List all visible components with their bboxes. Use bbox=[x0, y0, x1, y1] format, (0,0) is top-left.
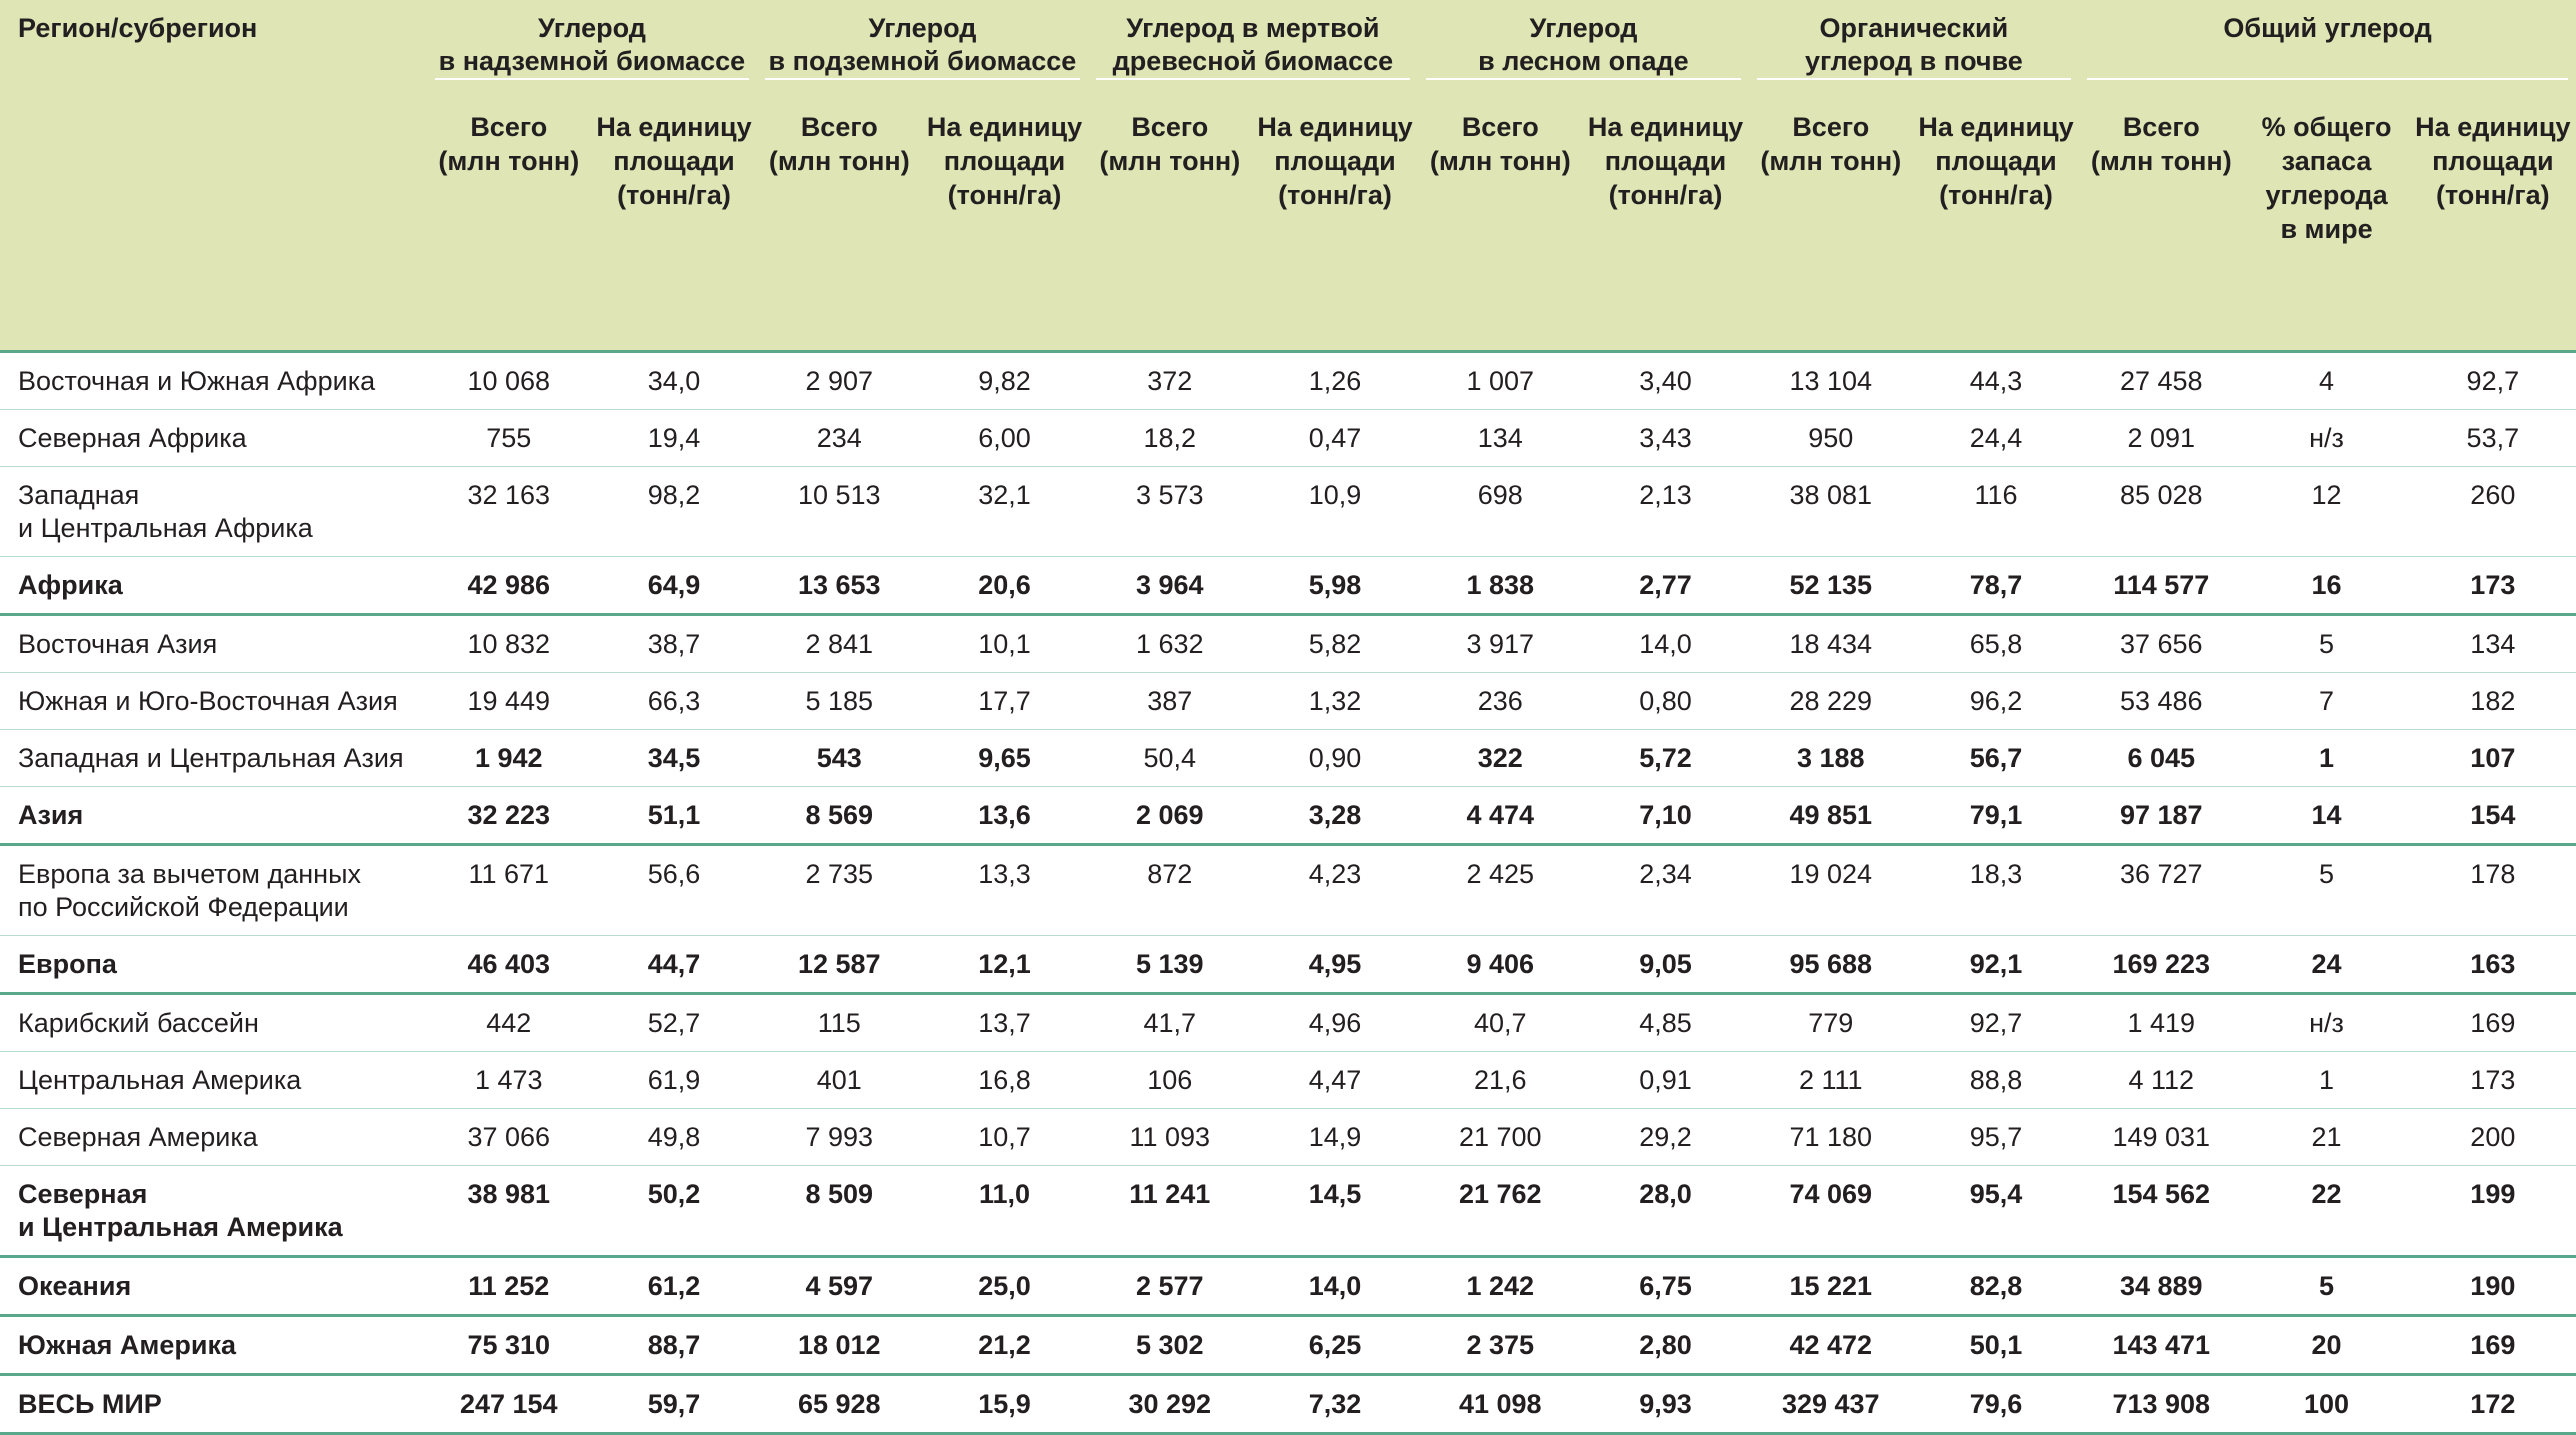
value-cell: 2 907 bbox=[757, 352, 921, 410]
value-cell: 41,7 bbox=[1088, 994, 1252, 1052]
region-name-cell bbox=[0, 1257, 427, 1316]
value-cell: 6,75 bbox=[1582, 1257, 1748, 1316]
table-row bbox=[0, 1109, 2576, 1166]
value-cell: 1 838 bbox=[1418, 557, 1582, 615]
region-name-line: Северная Африка bbox=[18, 423, 247, 453]
value-cell: 3,40 bbox=[1582, 352, 1748, 410]
value-cell: 115 bbox=[757, 994, 921, 1052]
region-name-line: Центральная Америка bbox=[18, 1065, 302, 1095]
region-name-line: и Центральная Америка bbox=[18, 1212, 343, 1242]
value-cell: 173 bbox=[2410, 557, 2576, 615]
value-cell: 7,32 bbox=[1252, 1375, 1418, 1434]
value-cell: 95,4 bbox=[1913, 1166, 2079, 1257]
value-cell: 32,1 bbox=[921, 467, 1087, 557]
value-cell: 5,82 bbox=[1252, 615, 1418, 673]
value-cell: 50,1 bbox=[1913, 1316, 2079, 1375]
value-cell: 0,80 bbox=[1582, 673, 1748, 730]
value-cell: 5,72 bbox=[1582, 730, 1748, 787]
table-row bbox=[0, 410, 2576, 467]
value-cell: 38 081 bbox=[1749, 467, 1913, 557]
value-cell: 401 bbox=[757, 1052, 921, 1109]
value-cell: 42 472 bbox=[1749, 1316, 1913, 1375]
value-cell: 56,7 bbox=[1913, 730, 2079, 787]
region-name-cell bbox=[0, 1316, 427, 1375]
value-cell: 18 012 bbox=[757, 1316, 921, 1375]
region-name-line: Карибский бассейн bbox=[18, 1008, 259, 1038]
value-cell: 97 187 bbox=[2079, 787, 2243, 845]
value-cell: 107 bbox=[2410, 730, 2576, 787]
subheader-total: Всего (млн тонн) bbox=[1418, 98, 1582, 350]
subheader-total: Всего (млн тонн) bbox=[427, 98, 591, 350]
region-name-line: Западная bbox=[18, 480, 140, 510]
value-cell: 4 bbox=[2243, 352, 2409, 410]
value-cell: 74 069 bbox=[1749, 1166, 1913, 1257]
value-cell: 51,1 bbox=[591, 787, 757, 845]
value-cell: 134 bbox=[2410, 615, 2576, 673]
value-cell: 52,7 bbox=[591, 994, 757, 1052]
value-cell: 79,1 bbox=[1913, 787, 2079, 845]
value-cell: 28 229 bbox=[1749, 673, 1913, 730]
value-cell: 169 bbox=[2410, 994, 2576, 1052]
value-cell: 40,7 bbox=[1418, 994, 1582, 1052]
value-cell: 98,2 bbox=[591, 467, 757, 557]
region-name-line: Северная Америка bbox=[18, 1122, 258, 1152]
value-cell: 59,7 bbox=[591, 1375, 757, 1434]
region-name-cell bbox=[0, 615, 427, 673]
region-name-line: Южная Америка bbox=[18, 1330, 237, 1360]
region-name-line: Океания bbox=[18, 1271, 132, 1301]
value-cell: 56,6 bbox=[591, 845, 757, 936]
value-cell: 5 bbox=[2243, 1257, 2409, 1316]
value-cell: 88,8 bbox=[1913, 1052, 2079, 1109]
value-cell: 7 bbox=[2243, 673, 2409, 730]
value-cell: 172 bbox=[2410, 1375, 2576, 1434]
subheader-per-area: На единицу площади (тонн/га) bbox=[1913, 98, 2079, 350]
region-name-cell bbox=[0, 936, 427, 994]
region-name-cell bbox=[0, 1052, 427, 1109]
table-row bbox=[0, 1316, 2576, 1375]
value-cell: 3,43 bbox=[1582, 410, 1748, 467]
value-cell: н/з bbox=[2243, 410, 2409, 467]
value-cell: 18 434 bbox=[1749, 615, 1913, 673]
region-name-cell bbox=[0, 845, 427, 936]
value-cell: 199 bbox=[2410, 1166, 2576, 1257]
value-cell: 96,2 bbox=[1913, 673, 2079, 730]
subheader-per-area: На единицу площади (тонн/га) bbox=[2410, 98, 2576, 350]
table-row bbox=[0, 1375, 2576, 1434]
value-cell: 5 302 bbox=[1088, 1316, 1252, 1375]
value-cell: 85 028 bbox=[2079, 467, 2243, 557]
value-cell: 16 bbox=[2243, 557, 2409, 615]
value-cell: 329 437 bbox=[1749, 1375, 1913, 1434]
value-cell: 11,0 bbox=[921, 1166, 1087, 1257]
value-cell: 14,9 bbox=[1252, 1109, 1418, 1166]
subheader-total: Всего (млн тонн) bbox=[1088, 98, 1252, 350]
value-cell: 46 403 bbox=[427, 936, 591, 994]
value-cell: 0,91 bbox=[1582, 1052, 1748, 1109]
value-cell: 13 653 bbox=[757, 557, 921, 615]
value-cell: 44,7 bbox=[591, 936, 757, 994]
value-cell: 143 471 bbox=[2079, 1316, 2243, 1375]
group-header-total: Общий углерод bbox=[2079, 0, 2576, 98]
value-cell: 4,85 bbox=[1582, 994, 1748, 1052]
value-cell: 8 569 bbox=[757, 787, 921, 845]
table-row bbox=[0, 615, 2576, 673]
value-cell: 2 577 bbox=[1088, 1257, 1252, 1316]
value-cell: 22 bbox=[2243, 1166, 2409, 1257]
value-cell: 1 942 bbox=[427, 730, 591, 787]
table-row bbox=[0, 845, 2576, 936]
value-cell: 49,8 bbox=[591, 1109, 757, 1166]
group-header-soil: Органический углерод в почве bbox=[1749, 0, 2080, 98]
value-cell: 71 180 bbox=[1749, 1109, 1913, 1166]
value-cell: 322 bbox=[1418, 730, 1582, 787]
value-cell: 79,6 bbox=[1913, 1375, 2079, 1434]
value-cell: 32 163 bbox=[427, 467, 591, 557]
value-cell: 14 bbox=[2243, 787, 2409, 845]
value-cell: 4,95 bbox=[1252, 936, 1418, 994]
table-row bbox=[0, 467, 2576, 557]
value-cell: 30 292 bbox=[1088, 1375, 1252, 1434]
value-cell: н/з bbox=[2243, 994, 2409, 1052]
value-cell: 9 406 bbox=[1418, 936, 1582, 994]
region-name-cell bbox=[0, 352, 427, 410]
value-cell: 10 832 bbox=[427, 615, 591, 673]
value-cell: 27 458 bbox=[2079, 352, 2243, 410]
table-row bbox=[0, 557, 2576, 615]
value-cell: 34,0 bbox=[591, 352, 757, 410]
value-cell: 442 bbox=[427, 994, 591, 1052]
value-cell: 3 917 bbox=[1418, 615, 1582, 673]
value-cell: 182 bbox=[2410, 673, 2576, 730]
value-cell: 2 111 bbox=[1749, 1052, 1913, 1109]
value-cell: 260 bbox=[2410, 467, 2576, 557]
value-cell: 75 310 bbox=[427, 1316, 591, 1375]
value-cell: 28,0 bbox=[1582, 1166, 1748, 1257]
table-row bbox=[0, 936, 2576, 994]
value-cell: 21 762 bbox=[1418, 1166, 1582, 1257]
value-cell: 10,1 bbox=[921, 615, 1087, 673]
region-name-line: Европа за вычетом данных bbox=[18, 859, 361, 889]
value-cell: 52 135 bbox=[1749, 557, 1913, 615]
value-cell: 14,5 bbox=[1252, 1166, 1418, 1257]
value-cell: 698 bbox=[1418, 467, 1582, 557]
value-cell: 6 045 bbox=[2079, 730, 2243, 787]
value-cell: 779 bbox=[1749, 994, 1913, 1052]
region-name-cell bbox=[0, 1375, 427, 1434]
value-cell: 14,0 bbox=[1582, 615, 1748, 673]
region-name-cell bbox=[0, 994, 427, 1052]
value-cell: 29,2 bbox=[1582, 1109, 1748, 1166]
value-cell: 66,3 bbox=[591, 673, 757, 730]
value-cell: 11 252 bbox=[427, 1257, 591, 1316]
value-cell: 872 bbox=[1088, 845, 1252, 936]
value-cell: 64,9 bbox=[591, 557, 757, 615]
value-cell: 247 154 bbox=[427, 1375, 591, 1434]
value-cell: 149 031 bbox=[2079, 1109, 2243, 1166]
value-cell: 92,7 bbox=[1913, 994, 2079, 1052]
value-cell: 49 851 bbox=[1749, 787, 1913, 845]
value-cell: 42 986 bbox=[427, 557, 591, 615]
value-cell: 34 889 bbox=[2079, 1257, 2243, 1316]
value-cell: 0,90 bbox=[1252, 730, 1418, 787]
value-cell: 178 bbox=[2410, 845, 2576, 936]
value-cell: 7 993 bbox=[757, 1109, 921, 1166]
value-cell: 8 509 bbox=[757, 1166, 921, 1257]
table-row bbox=[0, 1257, 2576, 1316]
value-cell: 169 bbox=[2410, 1316, 2576, 1375]
group-header-litter: Углерод в лесном опаде bbox=[1418, 0, 1749, 98]
value-cell: 4 112 bbox=[2079, 1052, 2243, 1109]
region-column-header: Регион/субрегион bbox=[0, 0, 427, 350]
value-cell: 5 bbox=[2243, 615, 2409, 673]
subheader-per-area: На единицу площади (тонн/га) bbox=[1582, 98, 1748, 350]
subheader-per-area: На единицу площади (тонн/га) bbox=[1252, 98, 1418, 350]
value-cell: 4,96 bbox=[1252, 994, 1418, 1052]
value-cell: 50,4 bbox=[1088, 730, 1252, 787]
value-cell: 92,1 bbox=[1913, 936, 2079, 994]
value-cell: 5 bbox=[2243, 845, 2409, 936]
value-cell: 12 587 bbox=[757, 936, 921, 994]
value-cell: 11 093 bbox=[1088, 1109, 1252, 1166]
region-name-cell bbox=[0, 730, 427, 787]
value-cell: 1 bbox=[2243, 730, 2409, 787]
value-cell: 15 221 bbox=[1749, 1257, 1913, 1316]
value-cell: 1,32 bbox=[1252, 673, 1418, 730]
header-group-row bbox=[0, 0, 2576, 98]
value-cell: 24 bbox=[2243, 936, 2409, 994]
table-row bbox=[0, 1166, 2576, 1257]
value-cell: 2 375 bbox=[1418, 1316, 1582, 1375]
value-cell: 21,2 bbox=[921, 1316, 1087, 1375]
region-name-line: ВЕСЬ МИР bbox=[18, 1389, 162, 1419]
value-cell: 44,3 bbox=[1913, 352, 2079, 410]
value-cell: 154 bbox=[2410, 787, 2576, 845]
region-name-line: Южная и Юго-Восточная Азия bbox=[18, 686, 398, 716]
region-name-line: Восточная и Южная Африка bbox=[18, 366, 376, 396]
value-cell: 2,77 bbox=[1582, 557, 1748, 615]
subheader-total: Всего (млн тонн) bbox=[757, 98, 921, 350]
region-name-line: Европа bbox=[18, 949, 117, 979]
value-cell: 1 419 bbox=[2079, 994, 2243, 1052]
value-cell: 2 735 bbox=[757, 845, 921, 936]
value-cell: 1,26 bbox=[1252, 352, 1418, 410]
value-cell: 9,93 bbox=[1582, 1375, 1748, 1434]
table-row bbox=[0, 673, 2576, 730]
value-cell: 10 513 bbox=[757, 467, 921, 557]
table-row bbox=[0, 730, 2576, 787]
value-cell: 34,5 bbox=[591, 730, 757, 787]
value-cell: 169 223 bbox=[2079, 936, 2243, 994]
value-cell: 18,3 bbox=[1913, 845, 2079, 936]
table-row bbox=[0, 994, 2576, 1052]
value-cell: 1 242 bbox=[1418, 1257, 1582, 1316]
group-header-belowground: Углерод в подземной биомассе bbox=[757, 0, 1088, 98]
value-cell: 3 964 bbox=[1088, 557, 1252, 615]
region-name-cell bbox=[0, 1166, 427, 1257]
value-cell: 38,7 bbox=[591, 615, 757, 673]
value-cell: 19 449 bbox=[427, 673, 591, 730]
region-name-cell bbox=[0, 673, 427, 730]
value-cell: 10 068 bbox=[427, 352, 591, 410]
value-cell: 372 bbox=[1088, 352, 1252, 410]
value-cell: 713 908 bbox=[2079, 1375, 2243, 1434]
region-name-line: Восточная Азия bbox=[18, 629, 218, 659]
value-cell: 17,7 bbox=[921, 673, 1087, 730]
value-cell: 5 139 bbox=[1088, 936, 1252, 994]
value-cell: 95,7 bbox=[1913, 1109, 2079, 1166]
value-cell: 134 bbox=[1418, 410, 1582, 467]
value-cell: 14,0 bbox=[1252, 1257, 1418, 1316]
value-cell: 21,6 bbox=[1418, 1052, 1582, 1109]
region-name-line: по Российской Федерации bbox=[18, 892, 349, 922]
value-cell: 88,7 bbox=[591, 1316, 757, 1375]
value-cell: 21 700 bbox=[1418, 1109, 1582, 1166]
region-name-cell bbox=[0, 467, 427, 557]
value-cell: 2 425 bbox=[1418, 845, 1582, 936]
value-cell: 7,10 bbox=[1582, 787, 1748, 845]
value-cell: 5,98 bbox=[1252, 557, 1418, 615]
value-cell: 10,7 bbox=[921, 1109, 1087, 1166]
subheader-per-area: На единицу площади (тонн/га) bbox=[591, 98, 757, 350]
value-cell: 1 632 bbox=[1088, 615, 1252, 673]
value-cell: 1 473 bbox=[427, 1052, 591, 1109]
value-cell: 19,4 bbox=[591, 410, 757, 467]
value-cell: 234 bbox=[757, 410, 921, 467]
value-cell: 2,13 bbox=[1582, 467, 1748, 557]
value-cell: 200 bbox=[2410, 1109, 2576, 1166]
value-cell: 4 474 bbox=[1418, 787, 1582, 845]
value-cell: 9,82 bbox=[921, 352, 1087, 410]
value-cell: 92,7 bbox=[2410, 352, 2576, 410]
region-name-cell bbox=[0, 557, 427, 615]
value-cell: 18,2 bbox=[1088, 410, 1252, 467]
value-cell: 100 bbox=[2243, 1375, 2409, 1434]
value-cell: 37 066 bbox=[427, 1109, 591, 1166]
value-cell: 10,9 bbox=[1252, 467, 1418, 557]
region-name-line: Западная и Центральная Азия bbox=[18, 743, 404, 773]
value-cell: 20 bbox=[2243, 1316, 2409, 1375]
value-cell: 53,7 bbox=[2410, 410, 2576, 467]
value-cell: 13,6 bbox=[921, 787, 1087, 845]
value-cell: 543 bbox=[757, 730, 921, 787]
value-cell: 11 671 bbox=[427, 845, 591, 936]
value-cell: 82,8 bbox=[1913, 1257, 2079, 1316]
subheader-total: Всего (млн тонн) bbox=[2079, 98, 2243, 350]
value-cell: 3 188 bbox=[1749, 730, 1913, 787]
value-cell: 190 bbox=[2410, 1257, 2576, 1316]
value-cell: 38 981 bbox=[427, 1166, 591, 1257]
value-cell: 9,65 bbox=[921, 730, 1087, 787]
value-cell: 950 bbox=[1749, 410, 1913, 467]
value-cell: 13 104 bbox=[1749, 352, 1913, 410]
value-cell: 53 486 bbox=[2079, 673, 2243, 730]
value-cell: 163 bbox=[2410, 936, 2576, 994]
value-cell: 61,2 bbox=[591, 1257, 757, 1316]
table-row bbox=[0, 787, 2576, 845]
value-cell: 2 069 bbox=[1088, 787, 1252, 845]
value-cell: 61,9 bbox=[591, 1052, 757, 1109]
value-cell: 13,7 bbox=[921, 994, 1087, 1052]
value-cell: 154 562 bbox=[2079, 1166, 2243, 1257]
value-cell: 5 185 bbox=[757, 673, 921, 730]
region-name-cell bbox=[0, 1109, 427, 1166]
value-cell: 4,47 bbox=[1252, 1052, 1418, 1109]
table-row bbox=[0, 352, 2576, 410]
value-cell: 4,23 bbox=[1252, 845, 1418, 936]
value-cell: 19 024 bbox=[1749, 845, 1913, 936]
region-name-cell bbox=[0, 787, 427, 845]
value-cell: 12,1 bbox=[921, 936, 1087, 994]
value-cell: 114 577 bbox=[2079, 557, 2243, 615]
value-cell: 1 bbox=[2243, 1052, 2409, 1109]
region-name-cell bbox=[0, 410, 427, 467]
value-cell: 25,0 bbox=[921, 1257, 1087, 1316]
value-cell: 6,00 bbox=[921, 410, 1087, 467]
value-cell: 36 727 bbox=[2079, 845, 2243, 936]
value-cell: 41 098 bbox=[1418, 1375, 1582, 1434]
value-cell: 65 928 bbox=[757, 1375, 921, 1434]
value-cell: 2 841 bbox=[757, 615, 921, 673]
value-cell: 6,25 bbox=[1252, 1316, 1418, 1375]
subheader-share: % общего запаса углерода в мире bbox=[2243, 98, 2409, 350]
value-cell: 0,47 bbox=[1252, 410, 1418, 467]
value-cell: 50,2 bbox=[591, 1166, 757, 1257]
value-cell: 3 573 bbox=[1088, 467, 1252, 557]
value-cell: 16,8 bbox=[921, 1052, 1087, 1109]
value-cell: 21 bbox=[2243, 1109, 2409, 1166]
value-cell: 2,80 bbox=[1582, 1316, 1748, 1375]
value-cell: 387 bbox=[1088, 673, 1252, 730]
value-cell: 65,8 bbox=[1913, 615, 2079, 673]
value-cell: 2 091 bbox=[2079, 410, 2243, 467]
group-header-aboveground: Углерод в надземной биомассе bbox=[427, 0, 758, 98]
subheader-per-area: На единицу площади (тонн/га) bbox=[921, 98, 1087, 350]
value-cell: 106 bbox=[1088, 1052, 1252, 1109]
value-cell: 15,9 bbox=[921, 1375, 1087, 1434]
value-cell: 37 656 bbox=[2079, 615, 2243, 673]
table-body bbox=[0, 352, 2576, 1434]
value-cell: 173 bbox=[2410, 1052, 2576, 1109]
value-cell: 13,3 bbox=[921, 845, 1087, 936]
value-cell: 24,4 bbox=[1913, 410, 2079, 467]
value-cell: 1 007 bbox=[1418, 352, 1582, 410]
value-cell: 32 223 bbox=[427, 787, 591, 845]
value-cell: 236 bbox=[1418, 673, 1582, 730]
value-cell: 2,34 bbox=[1582, 845, 1748, 936]
value-cell: 116 bbox=[1913, 467, 2079, 557]
value-cell: 95 688 bbox=[1749, 936, 1913, 994]
value-cell: 9,05 bbox=[1582, 936, 1748, 994]
value-cell: 11 241 bbox=[1088, 1166, 1252, 1257]
region-name-line: и Центральная Африка bbox=[18, 513, 313, 543]
region-name-line: Северная bbox=[18, 1179, 148, 1209]
region-name-line: Азия bbox=[18, 800, 84, 830]
group-header-deadwood: Углерод в мертвой древесной биомассе bbox=[1088, 0, 1419, 98]
value-cell: 3,28 bbox=[1252, 787, 1418, 845]
value-cell: 755 bbox=[427, 410, 591, 467]
value-cell: 12 bbox=[2243, 467, 2409, 557]
subheader-total: Всего (млн тонн) bbox=[1749, 98, 1913, 350]
value-cell: 4 597 bbox=[757, 1257, 921, 1316]
value-cell: 20,6 bbox=[921, 557, 1087, 615]
table-row bbox=[0, 1052, 2576, 1109]
region-name-line: Африка bbox=[18, 570, 123, 600]
value-cell: 78,7 bbox=[1913, 557, 2079, 615]
